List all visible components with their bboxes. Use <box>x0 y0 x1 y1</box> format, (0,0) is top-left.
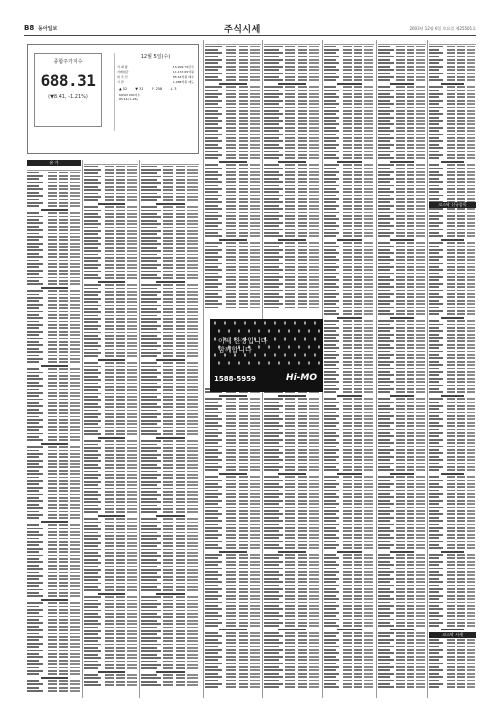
table-row <box>264 686 320 689</box>
rain-drop <box>258 361 260 365</box>
section-heading: 코스닥 신규종목 <box>429 202 476 208</box>
stock-table-column <box>429 40 476 698</box>
rain-drop <box>304 353 306 357</box>
kospi200-value: 85.14(-1.26) <box>119 97 138 101</box>
ad-phone: 1588-5959 <box>214 375 256 383</box>
rain-drop <box>284 321 286 325</box>
index-label: 종합주가지수 <box>53 59 83 65</box>
rain-drop <box>314 337 316 341</box>
rain-drop <box>258 329 260 333</box>
table-row <box>141 684 199 687</box>
rain-drop <box>268 329 270 333</box>
rain-drop <box>248 329 250 333</box>
rain-drop <box>288 361 290 365</box>
column-rule <box>427 40 428 698</box>
rain-drop <box>264 321 266 325</box>
rain-drop <box>244 321 246 325</box>
rain-drop <box>214 337 216 341</box>
column-rule <box>203 40 204 698</box>
table-row <box>264 306 320 309</box>
table-row <box>205 306 261 309</box>
rain-drop <box>314 321 316 325</box>
rain-drop <box>238 361 240 365</box>
rain-drop <box>234 321 236 325</box>
rain-drop <box>298 329 300 333</box>
section-heading: 유 가 <box>27 160 81 166</box>
rain-drop <box>294 321 296 325</box>
stat-row: 기 관 1,288억원 매도 <box>117 80 194 84</box>
section-title: 주식시세 <box>224 25 261 35</box>
rain-drop <box>254 321 256 325</box>
rain-drop <box>308 329 310 333</box>
rain-drop <box>304 321 306 325</box>
rain-drop <box>318 329 320 333</box>
rain-drop <box>274 321 276 325</box>
table-row <box>84 684 138 687</box>
stock-table-column <box>378 40 426 698</box>
table-row <box>324 686 374 689</box>
market-date: 12월 5일(수) <box>140 54 171 60</box>
table-row <box>205 686 261 689</box>
kospi200-label: KOSPI 200지수 <box>119 93 141 97</box>
page-number: B8 <box>24 24 35 32</box>
rain-drop <box>294 353 296 357</box>
newspaper-page <box>24 22 476 698</box>
table-row <box>27 690 81 693</box>
market-stats <box>114 53 196 131</box>
stock-table-column <box>27 160 81 698</box>
rain-drop <box>278 345 280 349</box>
rain-drop <box>298 345 300 349</box>
rain-drop <box>278 361 280 365</box>
advance-decline: ▲ 52 ▼ 31 ↑ 258 ↓ 3 <box>119 87 177 91</box>
rain-drop <box>304 337 306 341</box>
rain-drop <box>318 345 320 349</box>
rain-drop <box>228 329 230 333</box>
column-rule <box>139 160 140 698</box>
rain-drop <box>288 329 290 333</box>
table-row <box>429 686 476 689</box>
rain-drop <box>274 337 276 341</box>
rain-drop <box>218 329 220 333</box>
rain-drop <box>318 361 320 365</box>
rain-drop <box>238 329 240 333</box>
rain-drop <box>248 361 250 365</box>
rain-drop <box>224 321 226 325</box>
stock-table-column <box>324 40 374 698</box>
rain-drop <box>294 337 296 341</box>
paper-name: 동아일보 <box>38 26 58 32</box>
rain-drop <box>284 337 286 341</box>
rain-drop <box>308 345 310 349</box>
stat-row: 외 국 인 85.54억원 매수 <box>117 75 194 79</box>
stat-row: 거래대금 11,137.65억원 <box>117 70 194 74</box>
stock-table-column <box>84 160 138 698</box>
rain-drop <box>308 361 310 365</box>
rain-drop <box>314 353 316 357</box>
index-value: 688.31 <box>40 71 96 90</box>
rain-drop <box>214 353 216 357</box>
column-rule <box>82 160 83 698</box>
market-summary-box <box>27 44 199 154</box>
rain-drop <box>268 345 270 349</box>
index-box <box>34 53 102 127</box>
index-change: (▼8.41, -1.21%) <box>48 94 88 100</box>
advertisement <box>210 319 323 392</box>
rain-drop <box>288 345 290 349</box>
rain-drop <box>284 353 286 357</box>
rain-drop <box>218 361 220 365</box>
rain-drop <box>298 361 300 365</box>
ad-brand-logo: Hi-MO <box>286 373 317 383</box>
stat-row: 거 래 량 15,909.74만주 <box>117 65 194 69</box>
rain-drop <box>268 361 270 365</box>
page-header <box>24 22 476 36</box>
rain-drop <box>278 329 280 333</box>
section-heading: 코스닥 시세 <box>429 632 476 638</box>
column-rule <box>376 40 377 698</box>
rain-drop <box>214 321 216 325</box>
date-line: 2003년 12월 6일 토요일 제25501호 <box>409 26 476 31</box>
ad-slogan: 이제 한장입니다 함께합니다 <box>218 337 268 354</box>
rain-drop <box>274 353 276 357</box>
table-row <box>378 686 426 689</box>
rain-drop <box>228 361 230 365</box>
stock-table-column <box>141 160 199 698</box>
